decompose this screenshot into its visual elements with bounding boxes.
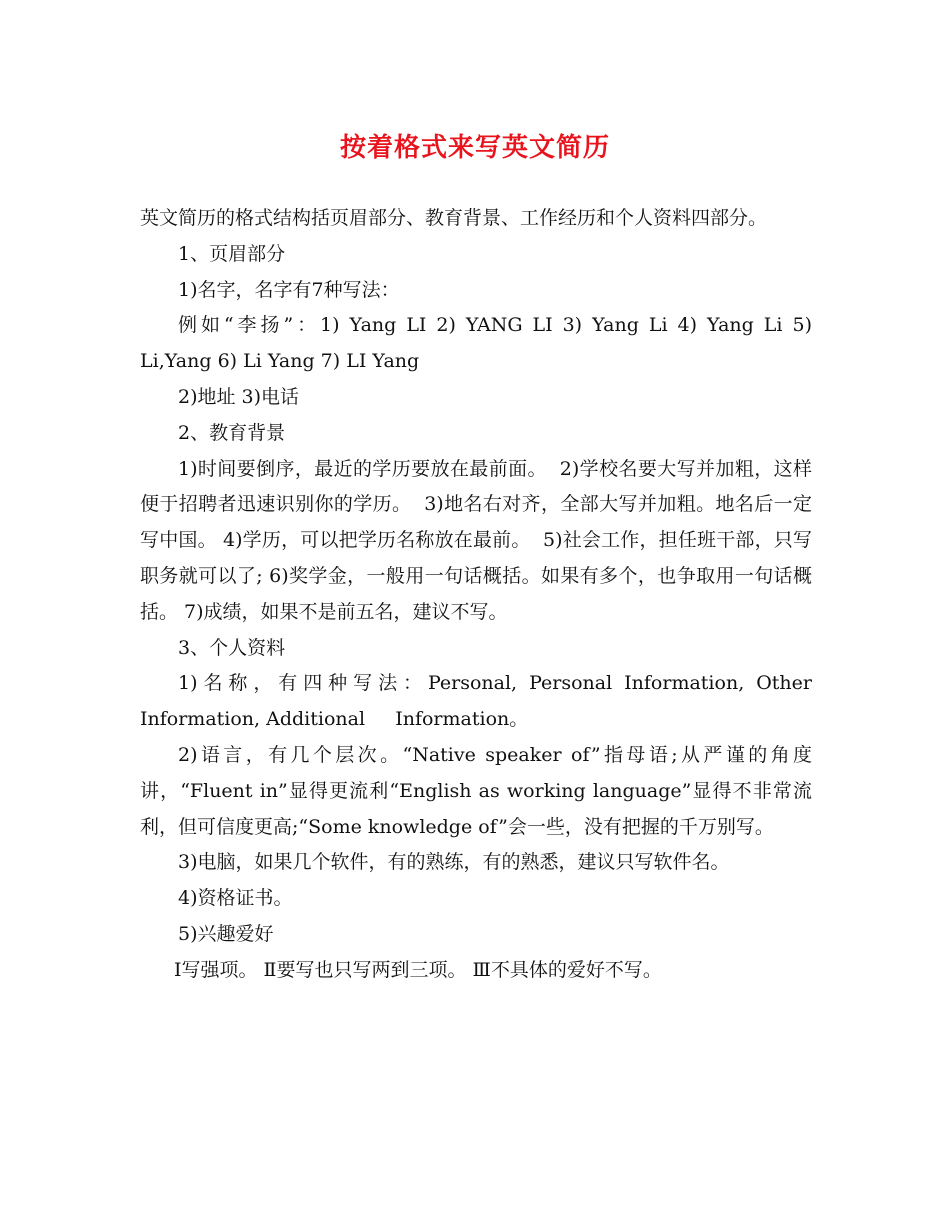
paragraph-computer: 3)电脑，如果几个软件，有的熟练，有的熟悉，建议只写软件名。 [178,851,730,874]
paragraph-personal-names: 1)名称，有四种写法：Personal, Personal Information, Other Information, Additional Information。 [140,672,819,731]
section-heading-header: 1、页眉部分 [178,242,286,265]
document-body [140,201,819,989]
paragraph-hobby-rules: Ⅰ写强项。 Ⅱ要写也只写两到三项。 Ⅲ不具体的爱好不写。 [174,958,662,981]
section-heading-education: 2、教育背景 [178,421,286,444]
paragraph-certificates: 4)资格证书。 [178,887,293,910]
paragraph-education-details: 1)时间要倒序，最近的学历要放在最前面。 2)学校名要大写并加粗，这样便于招聘者迅速识别你的学历。 3)地名右对齐，全部大写并加粗。地名后一定写中国。 4)学历，可以把学历名称放在最前。 5)社会工作，担任班干部，只写职务就可以了; 6)奖学金，一般用一句话概括。如果有多个，也争取用一句话概括。 7)成绩，如果不是前五名，建议不写。 [140,457,812,623]
paragraph-name-formats: 1)名字，名字有7种写法： [178,278,400,301]
paragraph-name-examples: 例如“李扬”：1) Yang LI 2) YANG LI 3) Yang Li 4) Yang Li 5) Li,Yang 6) Li Yang 7) LI Yang [140,314,819,373]
paragraph-hobbies: 5)兴趣爱好 [178,922,274,945]
document-title: 按着格式来写英文简历 [339,133,610,163]
paragraph-intro: 英文简历的格式结构括页眉部分、教育背景、工作经历和个人资料四部分。 [140,207,768,229]
paragraph-address-phone: 2)地址 3)电话 [178,385,300,408]
paragraph-language: 2)语言，有几个层次。“Native speaker of”指母语;从严谨的角度讲，“Fluent in”显得更流利“English as working language”显得不非常流利，但可信度更高;“Some knowledge of”会一些，没有把握的千万别写。 [140,743,812,838]
section-heading-personal: 3、个人资料 [178,636,286,659]
